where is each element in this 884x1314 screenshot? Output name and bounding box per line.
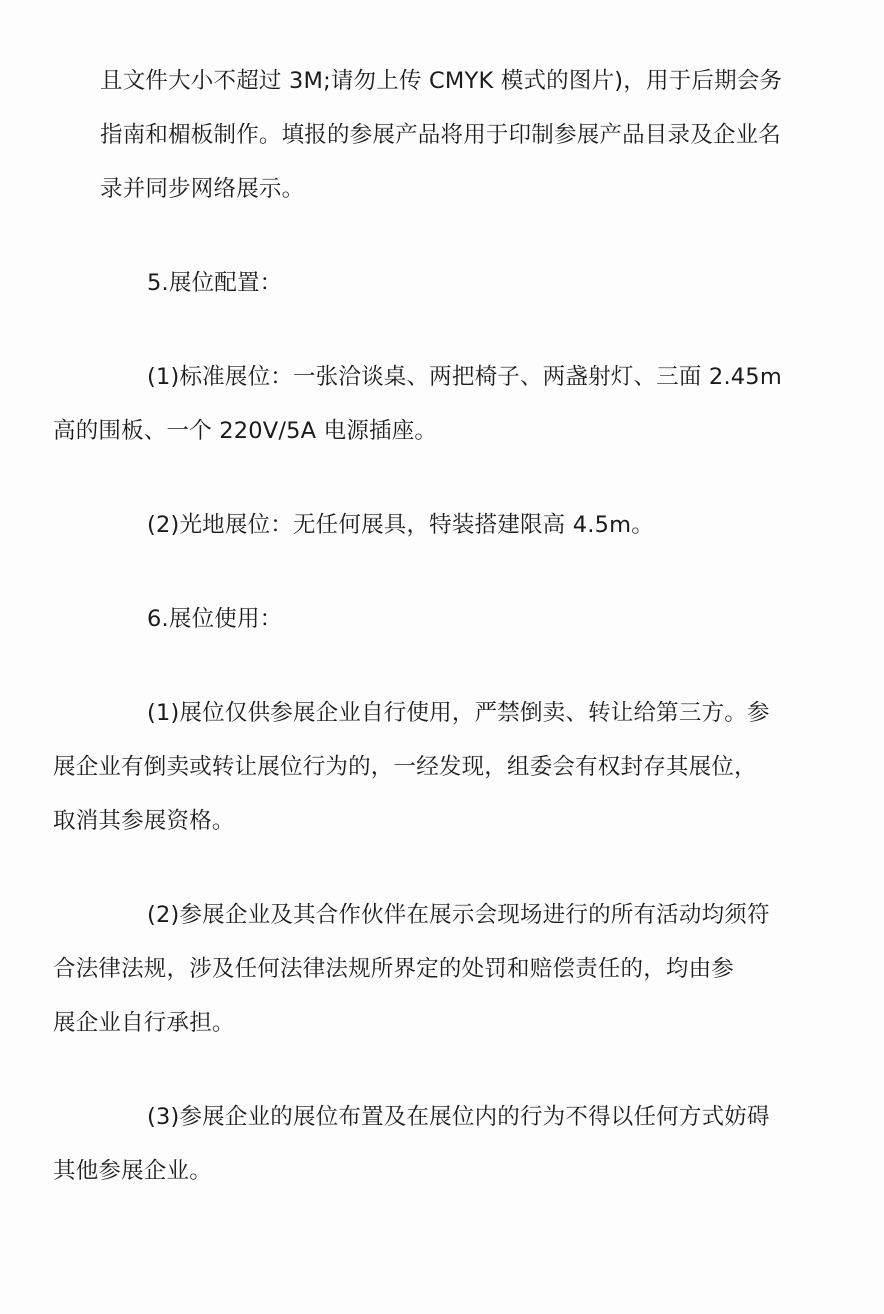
text-line: 合法律法规，涉及任何法律法规所界定的处罚和赔偿责任的，均由参	[53, 956, 735, 982]
heading-text: 5.展位配置：	[147, 270, 283, 296]
paragraph-usage-rule-3	[53, 1090, 790, 1198]
text-line: (1)展位仅供参展企业自行使用，严禁倒卖、转让给第三方。参	[147, 700, 770, 726]
text-line: (3)参展企业的展位布置及在展位内的行为不得以任何方式妨碍	[147, 1104, 770, 1130]
paragraph-usage-rule-2	[53, 888, 790, 1050]
text-line: 展企业自行承担。	[53, 1010, 235, 1036]
paragraph-file-requirements	[100, 54, 790, 216]
text-line: 高的围板、一个 220V/5A 电源插座。	[53, 418, 438, 444]
text-line: (1)标准展位：一张洽谈桌、两把椅子、两盏射灯、三面 2.45m	[147, 364, 782, 390]
heading-text: 6.展位使用：	[147, 606, 283, 632]
text-line: 其他参展企业。	[53, 1158, 212, 1184]
section-heading-booth-config	[100, 256, 790, 310]
text-line: 指南和楣板制作。填报的参展产品将用于印制参展产品目录及企业名	[100, 122, 782, 148]
document-body	[53, 54, 790, 1238]
section-heading-booth-usage	[100, 592, 790, 646]
text-line: 展企业有倒卖或转让展位行为的，一经发现，组委会有权封存其展位，	[53, 754, 757, 780]
text-line: (2)光地展位：无任何展具，特装搭建限高 4.5m。	[147, 512, 654, 538]
text-line: 且文件大小不超过 3M;请勿上传 CMYK 模式的图片)，用于后期会务	[100, 68, 783, 94]
text-line: (2)参展企业及其合作伙伴在展示会现场进行的所有活动均须符	[147, 902, 770, 928]
paragraph-raw-space-booth	[100, 498, 790, 552]
text-line: 录并同步网络展示。	[100, 176, 305, 202]
paragraph-standard-booth	[53, 350, 790, 458]
paragraph-usage-rule-1	[53, 686, 790, 848]
text-line: 取消其参展资格。	[53, 808, 235, 834]
